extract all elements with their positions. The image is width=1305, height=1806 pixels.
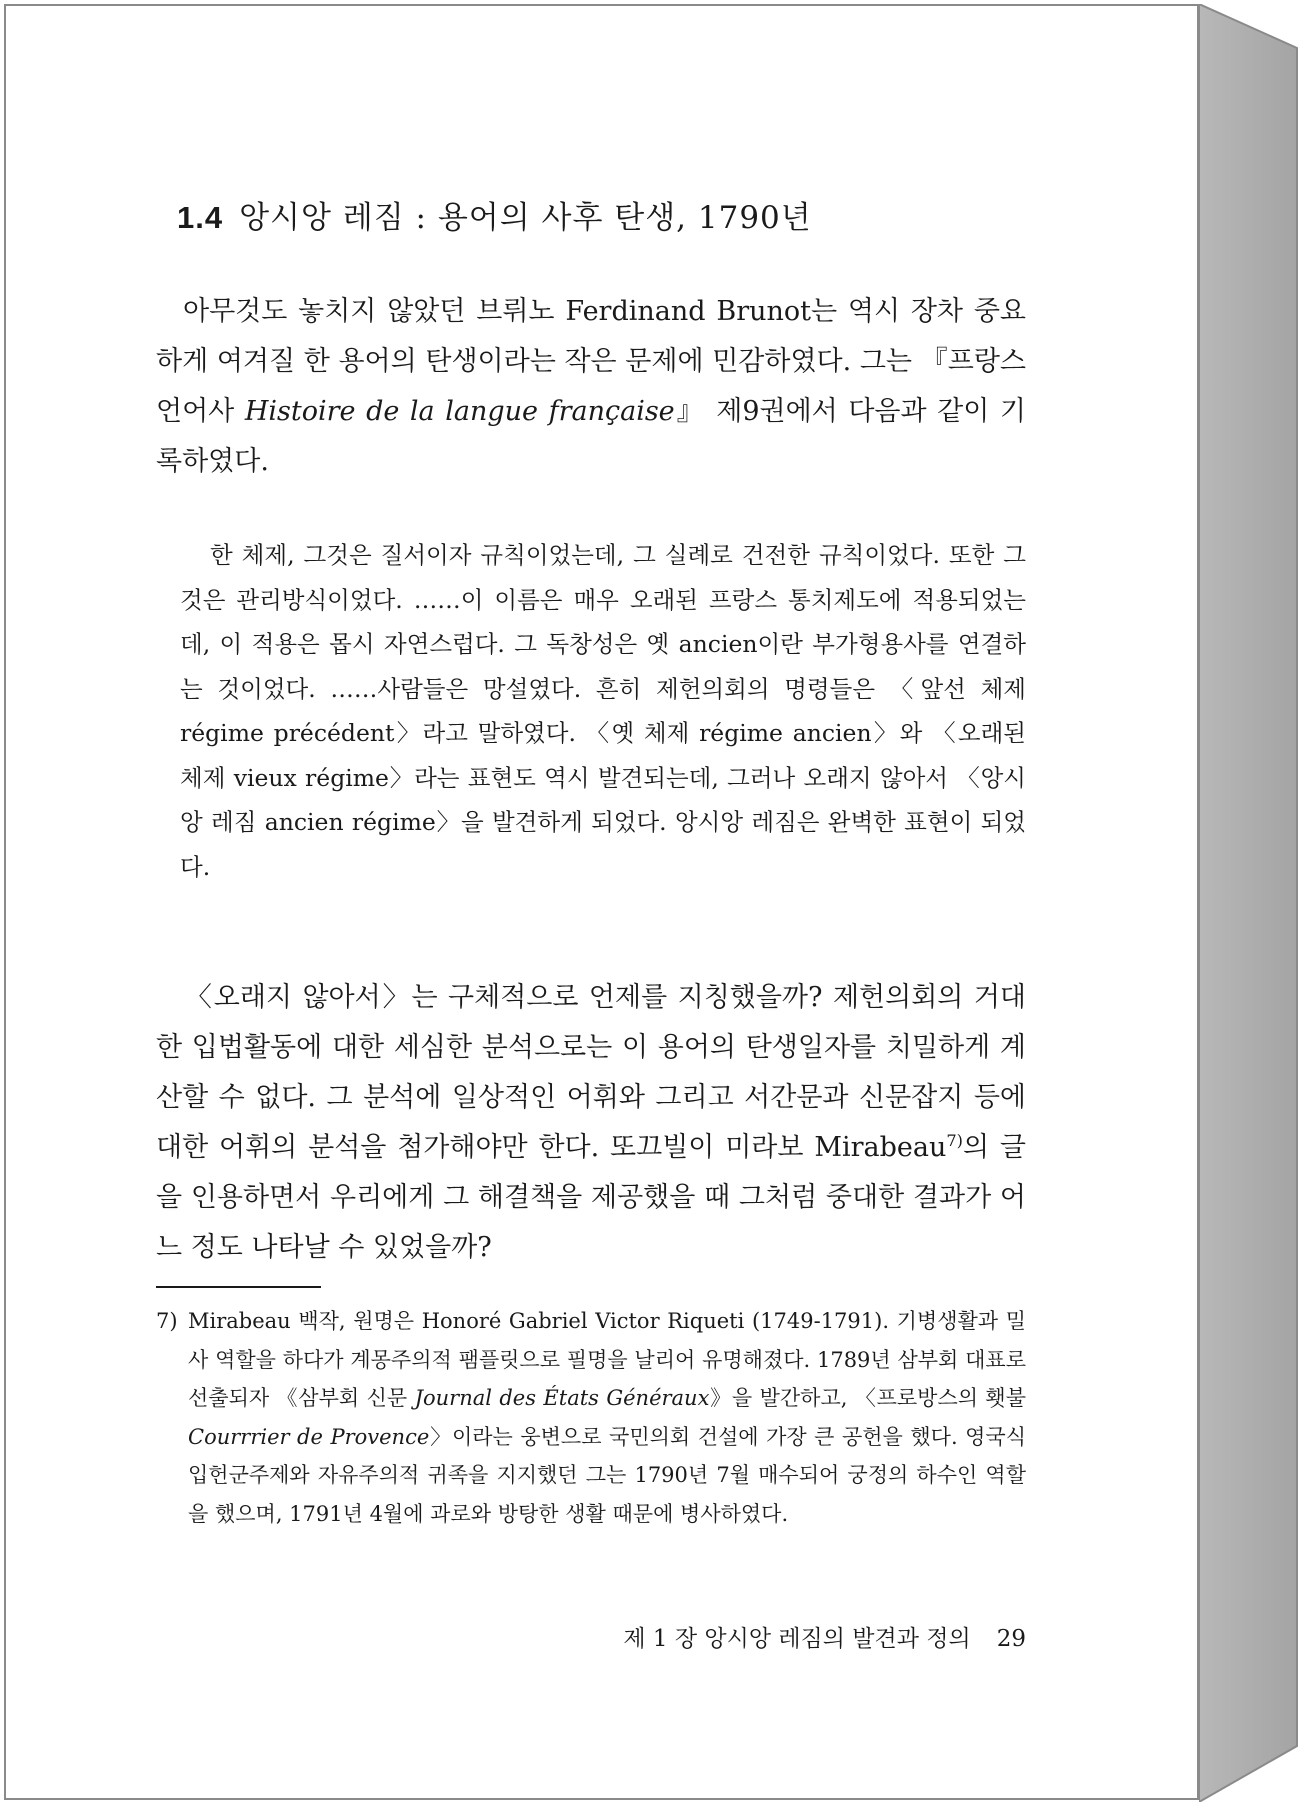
body-paragraph-2: [156, 973, 1026, 1273]
footnote-divider: [156, 1286, 321, 1288]
section-title: 앙시앙 레짐 : 용어의 사후 탄생, 1790년: [239, 200, 812, 236]
footnote-text-part: Mirabeau 백작, 원명은 Honoré Gabriel Victor Riqueti (1749-1791). 기병생활과 밀사 역할을 하다가 계몽주의적 팸플릿으로 필명을 날리어 유명해졌다. 1789년 삼부회 대표로 선출되자 《삼부회 신문: [188, 1309, 1026, 1410]
para1-book-title: Histoire de la langue française: [244, 396, 675, 427]
body-paragraph-1: [156, 287, 1026, 487]
footnote-italic-title: Courrrier de Provence: [188, 1424, 430, 1449]
footnote-text-part: 》을 발간하고, 〈프로방스의 횃불: [709, 1386, 1026, 1410]
para1-text-a: 아무것도 놓치지 않았던 브뤼노 Ferdinand Brunot는 역시 장차 중요하게 여겨질 한 용어의 탄생이라는 작은 문제에 민감하였다. 그는 『프랑스 언어사: [156, 296, 1026, 427]
footnote-text-part: 〉이라는 웅변으로 국민의회 건설에 가장 큰 공헌을 했다. 영국식 입헌군주제와 자유주의적 귀족을 지지했던 그는 1790년 7월 매수되어 궁정의 하수인 역할을 했으며, 1791년 4월에 과로와 방탕한 생활 때문에 병사하였다.: [188, 1424, 1026, 1526]
footnote-italic-title: Journal des États Généraux: [414, 1386, 710, 1410]
footnote-mark: 7): [156, 1309, 178, 1333]
page-number: 29: [996, 1626, 1026, 1652]
footnote-reference: 7): [946, 1131, 963, 1150]
section-number: 1.4: [177, 200, 224, 235]
block-quote: [180, 533, 1026, 889]
footnote-text: [188, 1302, 1026, 1533]
para1-text-b: 』 제9권에서 다음과 같이 기록하였다.: [156, 396, 1026, 477]
quote-text: 한 체제, 그것은 질서이자 규칙이었는데, 그 실례로 건전한 규칙이었다. 또한 그것은 관리방식이었다. ……이 이름은 매우 오래된 프랑스 통치제도에 적용되었는데, 이 적용은 몹시 자연스럽다. 그 독창성은 옛 ancien이란 부가형용사를 연결하는 것이었다. ……사람들은 망설였다. 흔히 제헌의회의 명령들은 〈앞선 체제 régime précédent〉라고 말하였다. 〈옛 체제 régime ancien〉와 〈오래된 체제 vieux régime〉라는 표현도 역시 발견되는데, 그러나 오래지 않아서 〈앙시앙 레짐 ancien régime〉을 발견하게 되었다. 앙시앙 레짐은 완벽한 표현이 되었다.: [180, 541, 1026, 881]
chapter-title: 제 1 장 앙시앙 레짐의 발견과 정의: [623, 1626, 971, 1652]
para2-text-b: 의 글을 인용하면서 우리에게 그 해결책을 제공했을 때 그처럼 중대한 결과가 어느 정도 나타날 수 있었을까?: [156, 1132, 1026, 1263]
section-heading: [177, 192, 812, 237]
footnote: [156, 1302, 1026, 1533]
para2-text-a: 〈오래지 않아서〉는 구체적으로 언제를 지칭했을까? 제헌의회의 거대한 입법활동에 대한 세심한 분석으로는 이 용어의 탄생일자를 치밀하게 계산할 수 없다. 그 분석에 일상적인 어휘와 그리고 서간문과 신문잡지 등에 대한 어휘의 분석을 첨가해야만 한다. 또끄빌이 미라보 Mirabeau: [156, 982, 1026, 1163]
running-footer: [623, 1620, 1026, 1653]
page-edge-shading: [1199, 4, 1301, 1802]
